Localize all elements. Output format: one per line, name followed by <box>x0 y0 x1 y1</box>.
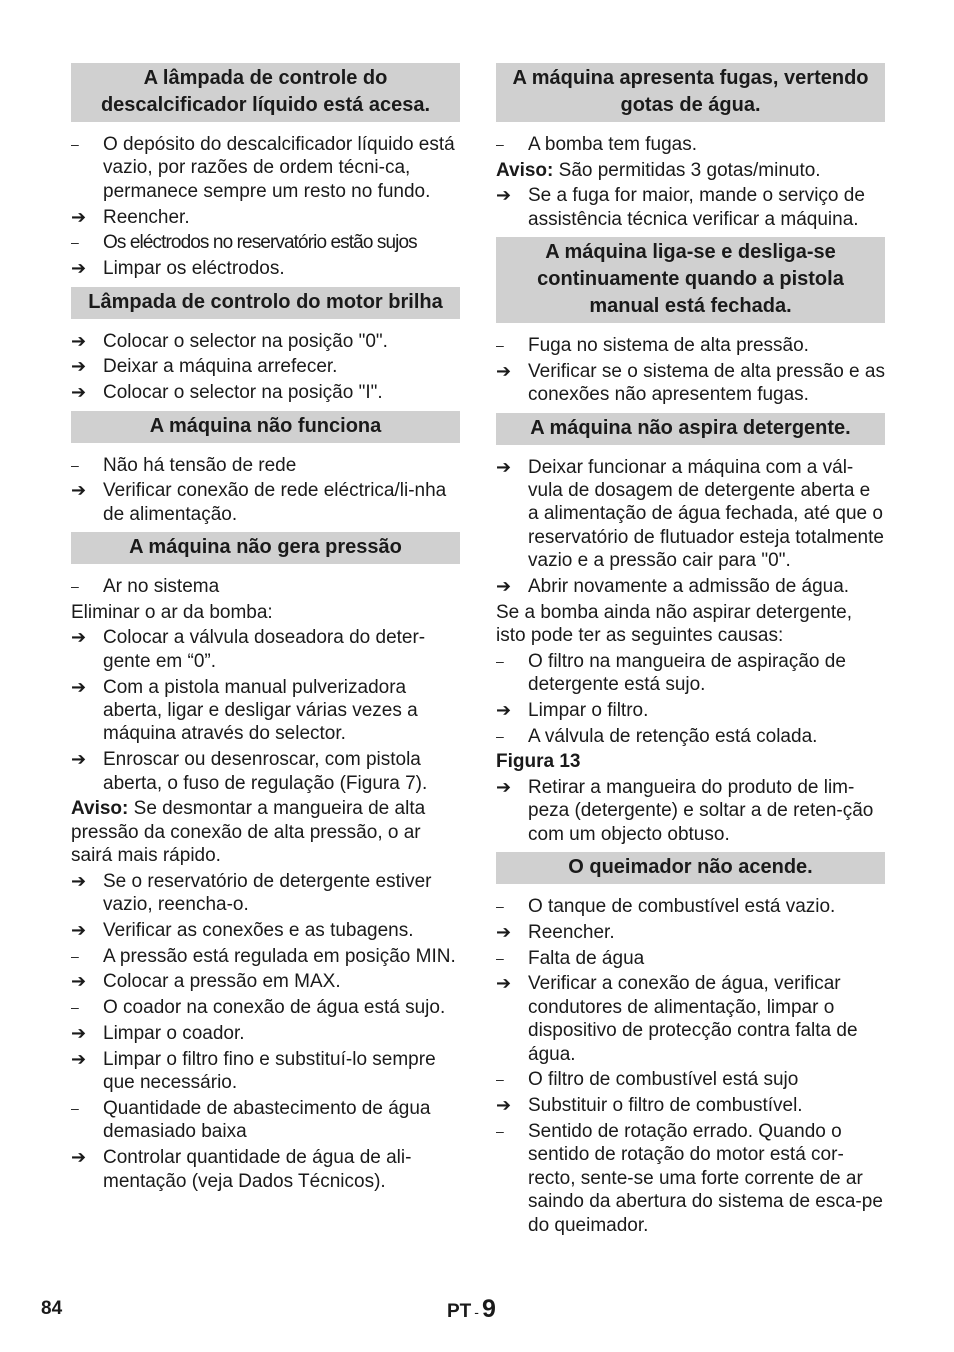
section-heading: A máquina apresenta fugas, vertendo gotas de água. <box>496 63 885 122</box>
fault-cause <box>496 895 885 918</box>
arrow-right-icon: ➔ <box>496 921 512 942</box>
item-text: O coador na conexão de água está sujo. <box>103 997 446 1019</box>
item-text: Colocar o selector na posição "0". <box>103 330 388 352</box>
fault-cause <box>71 996 460 1019</box>
dash-bullet-icon: – <box>496 949 504 966</box>
item-text: Não há tensão de rede <box>103 454 297 476</box>
arrow-right-icon: ➔ <box>71 870 87 891</box>
action-step <box>71 355 460 378</box>
page-number: 84 <box>41 1298 63 1319</box>
arrow-right-icon: ➔ <box>496 699 512 720</box>
section-heading: Lâmpada de controlo do motor brilha <box>71 287 460 319</box>
fault-cause <box>496 133 885 156</box>
item-text: Colocar a válvula doseadora do deter-gente em “0”. <box>103 627 426 672</box>
item-text: O filtro na mangueira de aspiração de detergente está sujo. <box>528 650 846 696</box>
right-column <box>496 63 885 1240</box>
arrow-right-icon: ➔ <box>71 1023 87 1044</box>
arrow-right-icon: ➔ <box>71 258 87 279</box>
fault-cause <box>71 133 460 203</box>
item-text: Se a fuga for maior, mande o serviço de assistência técnica verificar a máquina. <box>528 185 865 230</box>
item-text: Limpar o coador. <box>103 1023 245 1045</box>
paragraph-text: Eliminar o ar da bomba: <box>71 602 273 624</box>
item-text: Limpar os eléctrodos. <box>103 258 285 280</box>
dash-bullet-icon: – <box>71 456 79 473</box>
action-step <box>71 748 460 795</box>
fault-cause <box>496 1068 885 1091</box>
arrow-right-icon: ➔ <box>71 627 87 648</box>
action-step <box>71 1022 460 1045</box>
action-step <box>496 184 885 231</box>
dash-bullet-icon: – <box>496 1071 504 1088</box>
fault-cause <box>496 725 885 748</box>
left-column <box>71 63 460 1195</box>
paragraph <box>496 601 885 648</box>
item-text: Verificar a conexão de água, verificar condutores de alimentação, limpar o dispositivo de protecção contra falta de água. <box>528 973 858 1065</box>
item-text: Se o reservatório de detergente estiver vazio, reencha-o. <box>103 870 432 916</box>
section-heading: A máquina não gera pressão <box>71 532 460 564</box>
arrow-right-icon: ➔ <box>71 919 87 940</box>
section-heading: O queimador não acende. <box>496 852 885 884</box>
paragraph-label: Aviso: <box>496 159 554 181</box>
action-step <box>71 676 460 746</box>
action-step <box>71 919 460 942</box>
action-step <box>71 1048 460 1095</box>
section-heading: A máquina liga-se e desliga-se continuamente quando a pistola manual está fechada. <box>496 237 885 323</box>
action-step <box>496 972 885 1066</box>
arrow-right-icon: ➔ <box>71 206 87 227</box>
item-text: Controlar quantidade de água de ali-mentação (veja Dados Técnicos). <box>103 1147 412 1192</box>
action-step <box>71 870 460 917</box>
paragraph <box>496 750 885 773</box>
item-text: A bomba tem fugas. <box>528 134 697 155</box>
arrow-right-icon: ➔ <box>71 330 87 351</box>
item-text: Retirar a mangueira do produto de lim-peza (detergente) e soltar a de reten-ção com um objecto obtuso. <box>528 776 874 845</box>
section-heading: A máquina não funciona <box>71 411 460 443</box>
action-step <box>71 381 460 404</box>
dash-bullet-icon: – <box>71 999 79 1016</box>
section-page-label <box>447 1295 496 1324</box>
paragraph-label: Aviso: <box>71 798 129 820</box>
fault-cause <box>71 575 460 598</box>
item-text: Os eléctrodos no reservatório estão sujos <box>103 232 417 254</box>
arrow-right-icon: ➔ <box>496 576 512 597</box>
dash-bullet-icon: – <box>496 727 504 744</box>
item-text: O depósito do descalcificador líquido está vazio, por razões de ordem técni-ca, permanece sempre um resto no fundo. <box>103 134 455 202</box>
item-text: Substituir o filtro de combustível. <box>528 1095 803 1117</box>
action-step <box>496 921 885 944</box>
paragraph <box>71 797 460 867</box>
item-text: Colocar a pressão em MAX. <box>103 971 341 993</box>
arrow-right-icon: ➔ <box>496 185 512 206</box>
item-text: Quantidade de abastecimento de água demasiado baixa <box>103 1098 431 1143</box>
fault-cause <box>71 454 460 477</box>
language-code: PT <box>447 1301 472 1322</box>
fault-cause <box>71 945 460 968</box>
action-step <box>71 330 460 353</box>
arrow-right-icon: ➔ <box>71 382 87 403</box>
item-text: Reencher. <box>103 206 190 228</box>
action-step <box>71 626 460 673</box>
action-step <box>496 699 885 722</box>
item-text: Com a pistola manual pulverizadora aberta, ligar e desligar várias vezes a máquina através do selector. <box>103 676 418 745</box>
item-text: Falta de água <box>528 947 645 969</box>
fault-cause <box>71 1097 460 1144</box>
paragraph <box>496 159 885 182</box>
fault-cause <box>71 231 460 254</box>
dash-bullet-icon: – <box>496 652 504 669</box>
action-step <box>496 1094 885 1117</box>
item-text: Sentido de rotação errado. Quando o sentido de rotação do motor está cor-recto, sente-se uma forte corrente de ar saindo da abertura do sistema de esca-pe do queimador. <box>528 1121 883 1236</box>
action-step <box>496 360 885 407</box>
arrow-right-icon: ➔ <box>71 676 87 697</box>
arrow-right-icon: ➔ <box>71 1147 87 1168</box>
arrow-right-icon: ➔ <box>496 456 512 477</box>
section-heading: A lâmpada de controle do descalcificador líquido está acesa. <box>71 63 460 122</box>
dash-bullet-icon: – <box>71 234 79 251</box>
arrow-right-icon: ➔ <box>496 360 512 381</box>
action-step <box>496 776 885 846</box>
item-text: A válvula de retenção está colada. <box>528 725 818 747</box>
action-step <box>71 479 460 526</box>
action-step <box>71 1146 460 1193</box>
fault-cause <box>496 334 885 357</box>
item-text: Enroscar ou desenroscar, com pistola aberta, o fuso de regulação (Figura 7). <box>103 749 428 794</box>
dash-bullet-icon: – <box>496 337 504 354</box>
item-text: O tanque de combustível está vazio. <box>528 896 836 918</box>
arrow-right-icon: ➔ <box>71 480 87 501</box>
arrow-right-icon: ➔ <box>71 356 87 377</box>
action-step <box>71 970 460 993</box>
section-heading: A máquina não aspira detergente. <box>496 413 885 445</box>
action-step <box>496 575 885 598</box>
arrow-right-icon: ➔ <box>71 1048 87 1069</box>
separator: - <box>474 1304 479 1320</box>
item-text: O filtro de combustível está sujo <box>528 1069 799 1091</box>
dash-bullet-icon: – <box>496 136 504 152</box>
item-text: Deixar a máquina arrefecer. <box>103 356 338 378</box>
item-text: Abrir novamente a admissão de água. <box>528 576 850 598</box>
dash-bullet-icon: – <box>71 947 79 964</box>
item-text: Colocar o selector na posição "I". <box>103 382 383 404</box>
item-text: Deixar funcionar a máquina com a vál-vula de dosagem de detergente aberta e a alimentação de água fechada, até que o reservatório de flutuador esteja totalmente vazio e a pressão cair para "0". <box>528 456 884 572</box>
action-step <box>71 206 460 229</box>
section-page-number: 9 <box>481 1295 496 1323</box>
paragraph-text: São permitidas 3 gotas/minuto. <box>553 159 821 181</box>
item-text: Verificar conexão de rede eléctrica/li-nha de alimentação. <box>103 480 447 525</box>
dash-bullet-icon: – <box>496 1123 504 1140</box>
item-text: Verificar as conexões e as tubagens. <box>103 919 414 941</box>
item-text: Limpar o filtro fino e substituí-lo sempre que necessário. <box>103 1048 436 1094</box>
arrow-right-icon: ➔ <box>71 971 87 992</box>
fault-cause <box>496 650 885 697</box>
item-text: Verificar se o sistema de alta pressão e as conexões não apresentem fugas. <box>528 360 885 406</box>
paragraph-label: Figura 13 <box>496 751 581 773</box>
dash-bullet-icon: – <box>71 1100 79 1117</box>
arrow-right-icon: ➔ <box>71 749 87 770</box>
item-text: Ar no sistema <box>103 576 220 598</box>
dash-bullet-icon: – <box>71 578 79 595</box>
fault-cause <box>496 1120 885 1237</box>
arrow-right-icon: ➔ <box>496 973 512 994</box>
action-step <box>496 456 885 573</box>
item-text: Fuga no sistema de alta pressão. <box>528 335 809 357</box>
paragraph <box>71 601 460 624</box>
item-text: A pressão está regulada em posição MIN. <box>103 945 456 967</box>
dash-bullet-icon: – <box>496 898 504 915</box>
paragraph-text: Se a bomba ainda não aspirar detergente, isto pode ter as seguintes causas: <box>496 601 852 647</box>
arrow-right-icon: ➔ <box>496 776 512 797</box>
paragraph-text: Se desmontar a mangueira de alta pressão da conexão de alta pressão, o ar sairá mais rápido. <box>71 798 426 867</box>
action-step <box>71 257 460 280</box>
dash-bullet-icon: – <box>71 136 79 152</box>
item-text: Reencher. <box>528 921 615 943</box>
item-text: Limpar o filtro. <box>528 699 649 721</box>
fault-cause <box>496 947 885 970</box>
arrow-right-icon: ➔ <box>496 1095 512 1116</box>
